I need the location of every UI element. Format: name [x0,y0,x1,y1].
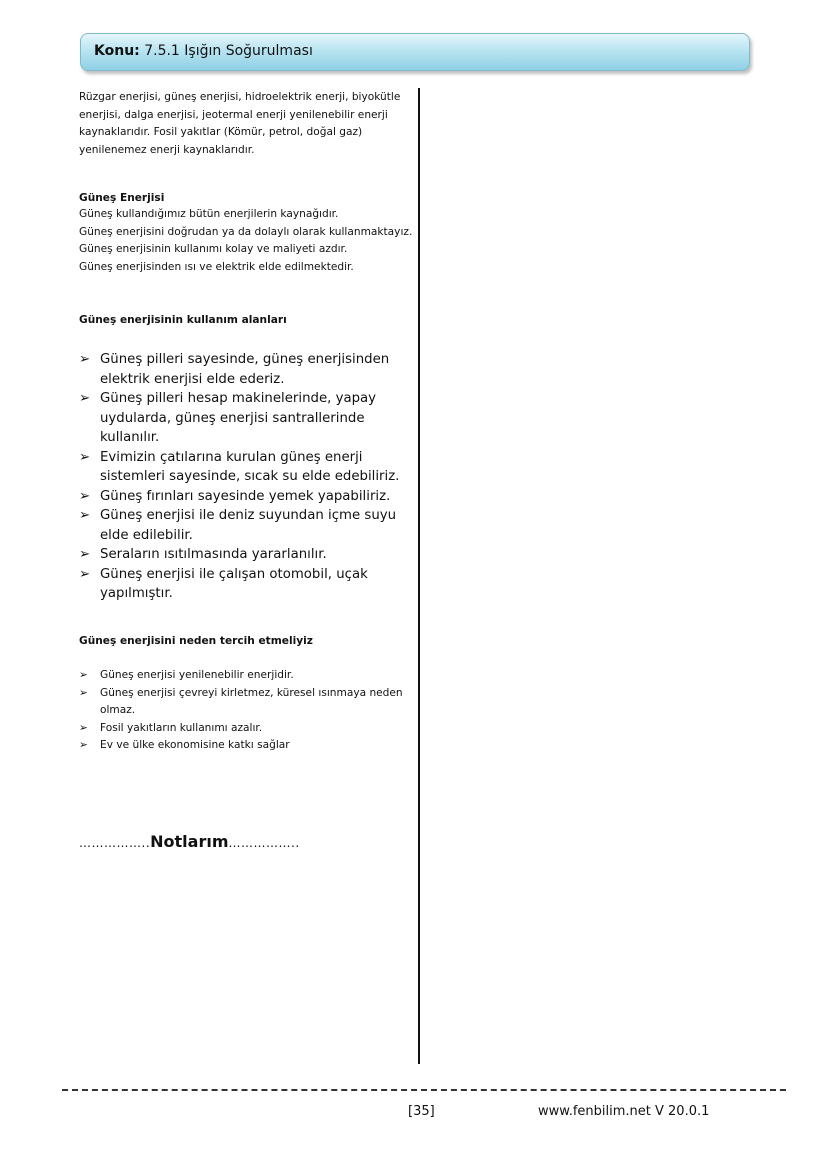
arrow-bullet-icon: ➢ [79,488,91,504]
solar-heading: Güneş Enerjisi [79,192,165,204]
topic-label: Konu: [94,43,140,59]
notes-dots-right: …………….. [228,836,300,850]
list-item: ➢ Güneş enerjisi çevreyi kirletmez, küresel ısınmaya neden olmaz. [79,686,403,716]
column-divider [418,88,420,1064]
list-item: ➢ Fosil yakıtların kullanımı azalır. [79,720,415,738]
arrow-bullet-icon: ➢ [79,449,91,465]
arrow-bullet-icon: ➢ [79,508,91,523]
list-item: ➢ Seraların ısıtılmasında yararlanılır. [79,545,415,565]
usage-heading: Güneş enerjisinin kullanım alanları [79,314,287,326]
arrow-bullet-icon: ➢ [79,669,88,681]
intro-paragraph: Rüzgar enerjisi, güneş enerjisi, hidroelektrik enerji, biyokütle enerjisi, dalga enerjisi, jeotermal enerji yenilenebilir enerji kaynaklarıdır. Fosil yakıtlar (Kömür, petrol, doğal gaz) yenilenemez enerji kaynaklarıdır. [79,91,401,156]
arrow-bullet-icon: ➢ [79,739,88,751]
usage-section [79,312,415,604]
usage-list [79,350,415,604]
notes-title [79,832,300,851]
intro-section [79,89,415,159]
why-heading: Güneş enerjisini neden tercih etmeliyiz [79,635,313,647]
arrow-bullet-icon: ➢ [79,547,91,562]
arrow-bullet-icon: ➢ [79,721,88,734]
list-item: ➢ Ev ve ülke ekonomisine katkı sağlar [79,737,415,755]
list-item: ➢ Güneş fırınları sayesinde yemek yapabiliriz. [79,487,415,507]
solar-line: Güneş enerjisinden ısı ve elektrik elde edilmektedir. [79,260,354,273]
solar-line: Güneş kullandığımız bütün enerjilerin kaynağıdır. [79,208,339,220]
list-item: ➢ Güneş pilleri hesap makinelerinde, yapay uydularda, güneş enerjisi santrallerinde kullanılır. [79,391,377,445]
list-item: ➢ Güneş enerjisi yenilenebilir enerjidir. [79,667,415,685]
notes-dots-left: …………….. [79,836,151,850]
arrow-bullet-icon: ➢ [79,686,88,699]
list-item: ➢ Evimizin çatılarına kurulan güneş enerji sistemleri sayesinde, sıcak su elde edebiliriz. [79,449,400,484]
list-item: ➢ Güneş enerjisi ile çalışan otomobil, uçak yapılmıştır. [79,566,368,601]
list-item: ➢ Güneş enerjisi ile deniz suyundan içme suyu elde edilebilir. [79,508,397,543]
topic-header [80,33,750,71]
notes-label: Notlarım [150,832,229,851]
solar-section [79,190,415,276]
arrow-bullet-icon: ➢ [79,352,91,367]
why-list [79,667,415,755]
arrow-bullet-icon: ➢ [79,391,91,406]
site-url: www.fenbilim.net V 20.0.1 [538,1104,710,1119]
topic-name: 7.5.1 Işığın Soğurulması [144,43,313,59]
list-item: ➢ Güneş pilleri sayesinde, güneş enerjisinden elektrik enerjisi elde ederiz. [79,352,390,387]
arrow-bullet-icon: ➢ [79,566,91,582]
page-number: [35] [408,1104,435,1119]
solar-line: Güneş enerjisini doğrudan ya da dolaylı olarak kullanmaktayız. Güneş enerjisinin kullanımı kolay ve maliyeti azdır. [79,225,413,255]
why-section [79,633,415,755]
topic-title [94,43,313,59]
footer-divider [62,1089,786,1091]
